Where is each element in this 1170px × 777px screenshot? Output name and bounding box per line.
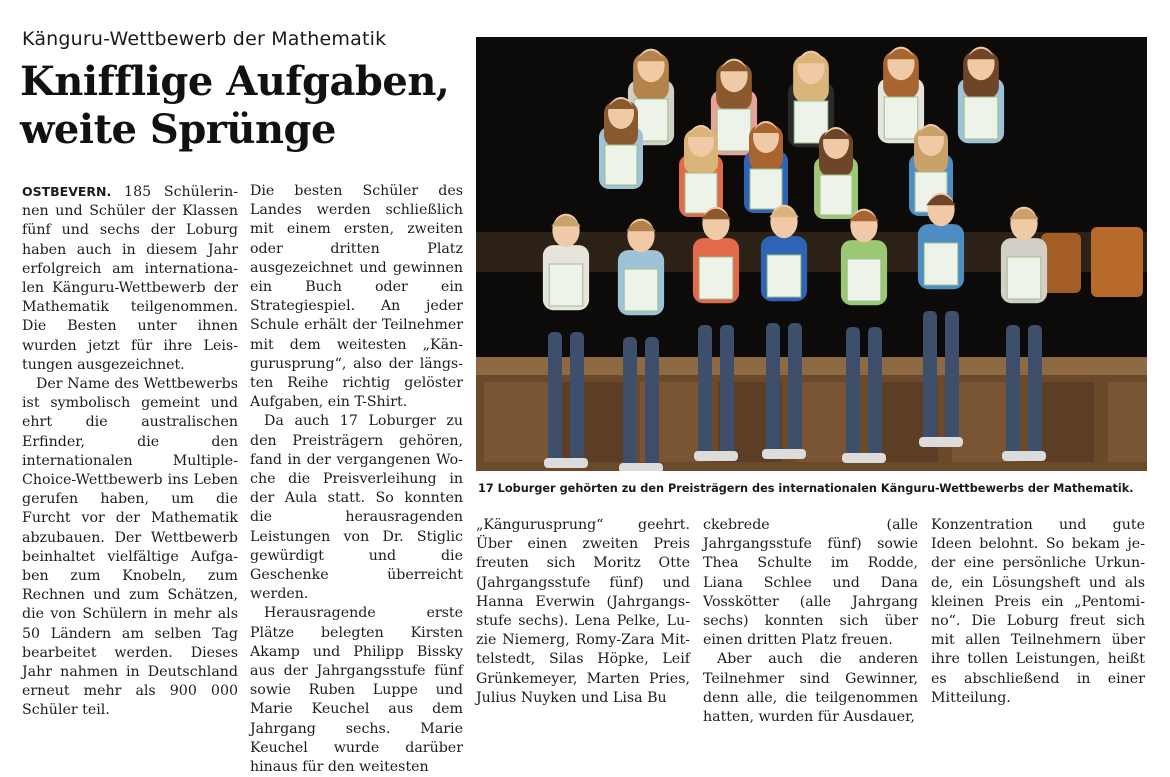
front-row-student-2-leg-left	[623, 337, 637, 467]
front-row-student-5-leg-left	[846, 327, 860, 457]
front-row-student-2-shoes	[619, 463, 663, 471]
headline-line-2: weite Sprünge	[20, 106, 336, 153]
article-paragraph: Konzentration und gute Ideen belohnt. So bekam jeder eine persönliche Urkunde, ein Lösungsheft und als kleinen Preis ein „Pentomino“. Die Loburg freut sich mit allen Teilnehmern über ihre tollen Leistungen, heißt es abschließend in einer Mitteilung.	[931, 517, 1145, 706]
article-column-2	[250, 182, 463, 777]
article-column-5	[931, 516, 1145, 708]
middle-row-student-2-certificate	[685, 173, 717, 213]
front-row-student-2-leg-right	[645, 337, 659, 467]
article-paragraph: Der Name des Wettbewerbs ist symbolisch gemeint und ehrt die australischen Erfinder, die den internationalen Multiple-Choice-Wettbewerb ins Leben gerufen haben, um die Furcht vor der Mathematik abzubauen. Der Wettbewerb beinhaltet vielfältige Aufgaben zum Knobeln, zum Rechnen und zum Schätzen, die von Schülern in mehr als 50 Ländern am selben Tag bearbeitet werden. Dieses Jahr nahmen in Deutschland erneut mehr als 900 000 Schüler teil.	[22, 376, 238, 719]
middle-row-student-1-certificate	[605, 145, 637, 185]
front-row-student-4-certificate	[767, 255, 801, 297]
front-row-student-7-certificate	[1007, 257, 1041, 299]
article-paragraph: ckebrede (alle Jahrgangsstufe fünf) sowie Thea Schulte im Rodde, Liana Schlee und Dana Vosskötter (alle Jahrgang sechs) konnten sich über einen dritten Platz freuen.	[703, 517, 918, 649]
headline-line-1: Knifflige Aufgaben,	[20, 58, 450, 105]
front-row-student-4-shoes	[762, 449, 806, 459]
front-row-student-6-shoes	[919, 437, 963, 447]
paragraph-text: 185 Schülerinnen und Schüler der Klassen fünf und sechs der Loburg haben auch in diesem Jahr erfolgreich am internationalen Känguru-Wettbewerb der Mathematik teilgenommen. Die Besten unter ihnen wurden jetzt für ihre Leistungen ausgezeichnet.	[22, 184, 239, 373]
article-column-3	[476, 516, 690, 708]
stage-panel	[484, 382, 548, 462]
middle-row-student-4-certificate	[820, 175, 852, 215]
front-row-student-6-leg-left	[923, 311, 937, 441]
article-paragraph: Herausragende erste Plätze belegten Kirsten Akamp und Philipp Bissky aus der Jahrgangsstufe fünf sowie Ruben Luppe und Marie Keuchel aus dem Jahrgang sechs. Marie Keuchel wurde darüber hinaus für den weitesten	[250, 605, 463, 776]
dateline: OSTBEVERN.	[22, 184, 112, 199]
article-photo	[476, 37, 1147, 471]
front-row-student-6-certificate	[924, 243, 958, 285]
front-row-student-7-leg-right	[1028, 325, 1042, 455]
article-paragraph: Aber auch die anderen Teilnehmer sind Gewinner, denn alle, die teilgenommen hatten, wurden für Ausdauer,	[703, 651, 918, 726]
front-row-student-3-certificate	[699, 257, 733, 299]
stage-panel	[1108, 382, 1147, 462]
article-headline	[20, 58, 449, 154]
front-row-student-1-leg-right	[570, 332, 584, 462]
article-kicker: Känguru-Wettbewerb der Mathematik	[22, 28, 387, 50]
front-row-student-5-leg-right	[868, 327, 882, 457]
front-row-student-7-shoes	[1002, 451, 1046, 461]
article-paragraph: „Kängurusprung“ geehrt. Über einen zweiten Preis freuten sich Moritz Otte (Jahrgangsstufe fünf) und Hanna Everwin (Jahrgangsstufe sechs). Lena Pelke, Luzie Niemerg, Romy-Zara Mittelstedt, Silas Höpke, Leif Grünkemeyer, Marten Pries, Julius Nuyken und Lisa Bu	[476, 517, 690, 706]
front-row-student-1-leg-left	[548, 332, 562, 462]
front-row-student-5-certificate	[847, 259, 881, 301]
front-row-student-2-certificate	[624, 269, 658, 311]
front-row-student-4-leg-left	[766, 323, 780, 453]
middle-row-student-3-certificate	[750, 169, 782, 209]
front-row-student-3-leg-right	[720, 325, 734, 455]
front-row-student-6-leg-right	[945, 311, 959, 441]
article-paragraph: Da auch 17 Loburger zu den Preisträgern gehören, fand in der vergangenen Woche die Preisverleihung in der Aula statt. So konnten die herausragenden Leistungen von Dr. Stiglic gewürdigt und die Geschenke überreicht werden.	[250, 413, 463, 603]
chair	[1091, 227, 1143, 297]
front-row-student-1-shoes	[544, 458, 588, 468]
front-row-student-1-certificate	[549, 264, 583, 306]
front-row-student-5-shoes	[842, 453, 886, 463]
front-row-student-3-leg-left	[698, 325, 712, 455]
article-paragraph: Die besten Schüler des Landes werden schließlich mit einem ersten, zweiten oder dritten Platz ausgezeichnet und gewinnen ein Buch oder ein Strategiespiel. An jeder Schule erhält der Teilnehmer mit dem weitesten „Kängurusprung“, also der längsten Reihe richtig gelöster Aufgaben, ein T-Shirt.	[250, 183, 463, 411]
article-column-1	[22, 182, 238, 721]
back-row-student-5-certificate	[964, 97, 998, 139]
front-row-student-3-shoes	[694, 451, 738, 461]
back-row-student-2-certificate	[717, 109, 751, 151]
back-row-student-4-certificate	[884, 97, 918, 139]
photo-caption: 17 Loburger gehörten zu den Preisträgern des internationalen Känguru-Wettbewerbs der Mathematik.	[478, 482, 1134, 495]
group-photo-illustration	[476, 37, 1147, 471]
article-column-4	[703, 516, 918, 727]
front-row-student-7-leg-left	[1006, 325, 1020, 455]
front-row-student-4-leg-right	[788, 323, 802, 453]
article-paragraph-intro	[22, 182, 238, 375]
